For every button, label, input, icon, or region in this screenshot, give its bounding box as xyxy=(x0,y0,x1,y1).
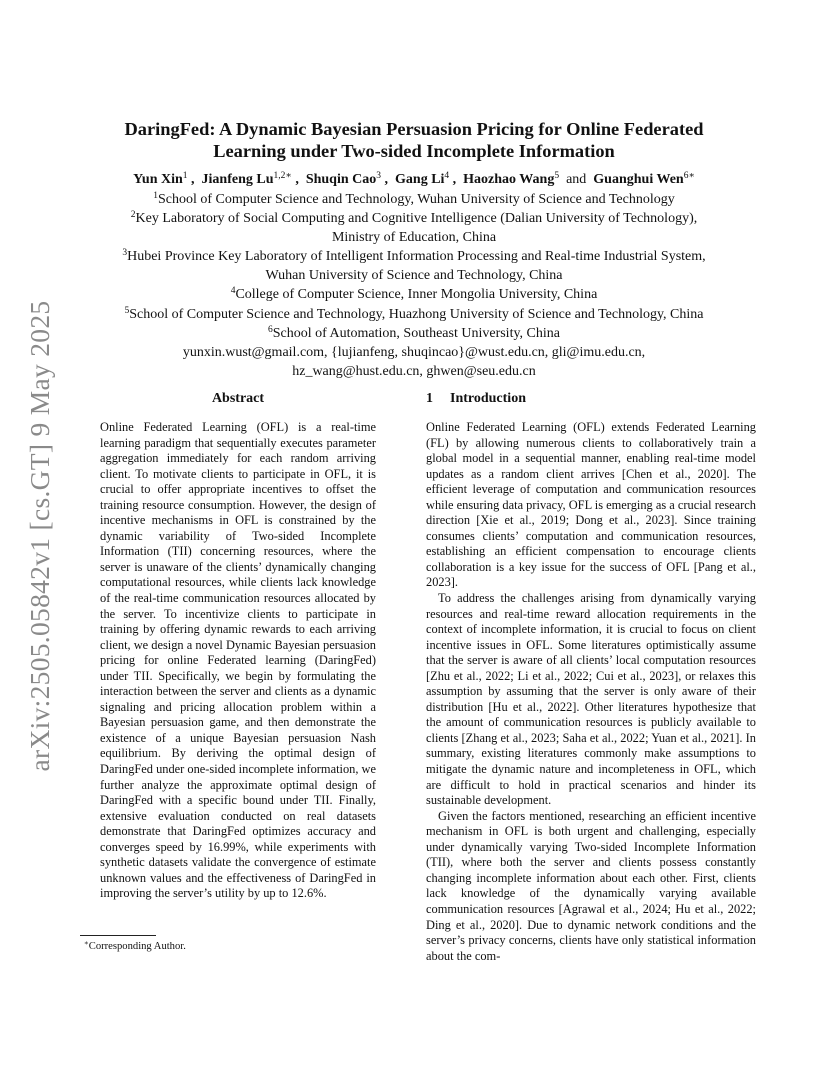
introduction-section xyxy=(426,390,756,964)
email-text: yunxin.wust@gmail.com, {lujianfeng, shuqincao}@wust.edu.cn, gli@imu.edu.cn, xyxy=(182,344,646,360)
author-affiliation-mark: 6∗ xyxy=(683,171,695,181)
affiliation-text: School of Computer Science and Technology, Huazhong University of Science and Technology, China xyxy=(129,306,704,322)
affiliation-mark: 6 xyxy=(268,324,273,335)
intro-paragraph: Given the factors mentioned, researching an efficient incentive mechanism in OFL is both urgent and challenging, especially under dynamically varying Two-sided Incomplete Information (TII), where both the server and clients possess constantly changing incomplete information about each other. First, clients lack knowledge of the dynamically varying available communication resources [Agrawal et al., 2024; Hu et al., 2022; Ding et al., 2020]. Due to dynamic network conditions and the server’s privacy concerns, clients have only statistical information about the com- xyxy=(426,808,756,963)
author-name: Haozhao Wang xyxy=(463,172,555,187)
affiliation-text: College of Computer Science, Inner Mongolia University, China xyxy=(235,287,598,303)
affiliation-mark: 3 xyxy=(122,248,128,259)
paper-title xyxy=(80,118,748,162)
affiliation-text: Wuhan University of Science and Technology, China xyxy=(265,268,563,284)
introduction-heading xyxy=(426,390,756,408)
affiliation-line xyxy=(60,285,768,304)
email-text: hz_wang@hust.edu.cn, ghwen@seu.edu.cn xyxy=(292,363,536,379)
footnote-divider xyxy=(80,935,156,936)
affiliation-text: Ministry of Education, China xyxy=(331,230,497,246)
author-conjunction: and xyxy=(566,172,587,187)
section-title: Introduction xyxy=(450,391,526,406)
abstract-section xyxy=(100,390,376,902)
intro-paragraph: Online Federated Learning (OFL) extends Federated Learning (FL) by allowing numerous clients to collaboratively train a global model in a sequential manner, enabling real-time model updates as a random client arrives [Chen et al., 2020]. The efficient leverage of computation and communication resources while ensuring data privacy, OFL is emerging as a crucial research direction [Xie et al., 2019; Dong et al., 2023]. Since training consumes clients’ computation and communication resources, establishing an efficient compensation to encourage clients collaboration is a key issue for the success of OFL [Pang et al., 2023]. xyxy=(426,420,756,590)
affiliation-line xyxy=(60,266,768,285)
title-line: DaringFed: A Dynamic Bayesian Persuasion Pricing for Online Federated xyxy=(124,119,704,139)
affiliation-text: Key Laboratory of Social Computing and Cognitive Intelligence (Dalian University of Technology), xyxy=(135,211,698,227)
affiliation-text: School of Computer Science and Technology, Wuhan University of Science and Technology xyxy=(157,192,675,207)
abstract-heading: Abstract xyxy=(211,391,265,406)
author-affiliation-mark: 5 xyxy=(554,171,560,181)
author-name: Shuqin Cao xyxy=(305,172,377,187)
affiliation-mark: 1 xyxy=(153,191,158,201)
affiliation-text: Hubei Province Key Laboratory of Intelligent Information Processing and Real-time Industrial System, xyxy=(127,249,706,265)
author-affiliation-mark: 3 xyxy=(376,171,382,181)
affiliation-line xyxy=(60,228,768,247)
email-line xyxy=(60,343,768,362)
author-affiliation-mark: 1,2∗ xyxy=(273,171,292,181)
author-name: Jianfeng Lu xyxy=(201,172,274,187)
author-name: Guanghui Wen xyxy=(593,172,684,187)
title-line: Learning under Two-sided Incomplete Information xyxy=(213,141,615,161)
email-line xyxy=(60,362,768,381)
affiliations xyxy=(60,190,768,381)
intro-paragraph: To address the challenges arising from dynamically varying resources and real-time reward allocation requirements in the context of incomplete information, it is crucial to focus on client incentive issues in OFL. Some literatures optimistically assume that the server is aware of all clients’ local computation resources [Zhu et al., 2022; Li et al., 2022; Cui et al., 2023], or relaxes this assumption by assuming that the server is only aware of their distribution [Hu et al., 2022]. Other literatures hypothesize that the amount of communication resources is publicly available to clients [Zhang et al., 2023; Saha et al., 2022; Yuan et al., 2021]. In summary, existing literatures commonly make assumptions to mitigate the dynamic nature and incompleteness in OFL, which are difficult to hold in practical scenarios and hinder its sustainable development. xyxy=(426,591,756,808)
author-affiliation-mark: 1 xyxy=(182,171,188,181)
footnote-text: Corresponding Author. xyxy=(88,941,186,952)
footnote-mark: ∗ xyxy=(84,939,89,947)
affiliation-line xyxy=(60,209,768,228)
affiliation-mark: 4 xyxy=(230,286,236,297)
affiliation-line xyxy=(60,190,768,209)
affiliation-mark: 5 xyxy=(124,305,130,316)
section-number: 1 xyxy=(426,391,433,406)
author-list: Yun Xin$^1$ , Jianfeng $Lu^{1,2∗}$ , Shuqin Cao$^3$ , Gang Li$^4$ , Haozhao Wang$^5$ and Guanghui Wen$^{6∗}$ xyxy=(133,171,695,187)
author-affiliation-mark: 4 xyxy=(444,171,450,181)
author-name: Yun Xin xyxy=(133,172,183,187)
affiliation-text: School of Automation, Southeast University, China xyxy=(272,325,560,341)
affiliation-mark: 2 xyxy=(130,210,136,221)
affiliation-line xyxy=(60,324,768,343)
author-name: Gang Li xyxy=(395,172,445,187)
arxiv-identifier: arXiv:2505.05842v1 [cs.GT] 9 May 2025 xyxy=(24,300,55,772)
arxiv-side-stamp xyxy=(22,296,58,776)
affiliation-line xyxy=(60,247,768,266)
abstract-text: Online Federated Learning (OFL) is a real-time learning paradigm that sequentially executes parameter aggregation immediately for each random arriving client. To motivate clients to participate in OFL, it is crucial to offer appropriate incentives to offset the training resource consumption. However, the design of incentive mechanisms in OFL is constrained by the dynamic variability of Two-sided Incomplete Information (TII) concerning resources, where the server is unaware of the clients’ dynamically changing computational resources, while clients lack knowledge of the real-time communication resources allocated by the server. To incentivize clients to participate in training by offering dynamic rewards to each arriving client, we design a novel Dynamic Bayesian persuasion pricing for online Federated learning (DaringFed) under TII. Specifically, we begin by formulating the interaction between the server and clients as a dynamic signaling and pricing allocation problem within a Bayesian persuasion game, and then demonstrate the existence of a unique Bayesian persuasion Nash equilibrium. By deriving the optimal design of DaringFed under one-sided incomplete information, we further analyze the approximate optimal design of DaringFed with a specific bound under TII. Finally, extensive evaluation conducted on real datasets demonstrate that DaringFed optimizes accuracy and converges speed by 16.99%, while experiments with synthetic datasets validate the convergence of estimate unknown values and the effectiveness of DaringFed in improving the server’s utility by up to 12.6%. xyxy=(100,420,376,901)
footnote xyxy=(84,940,186,953)
affiliation-line xyxy=(60,305,768,324)
